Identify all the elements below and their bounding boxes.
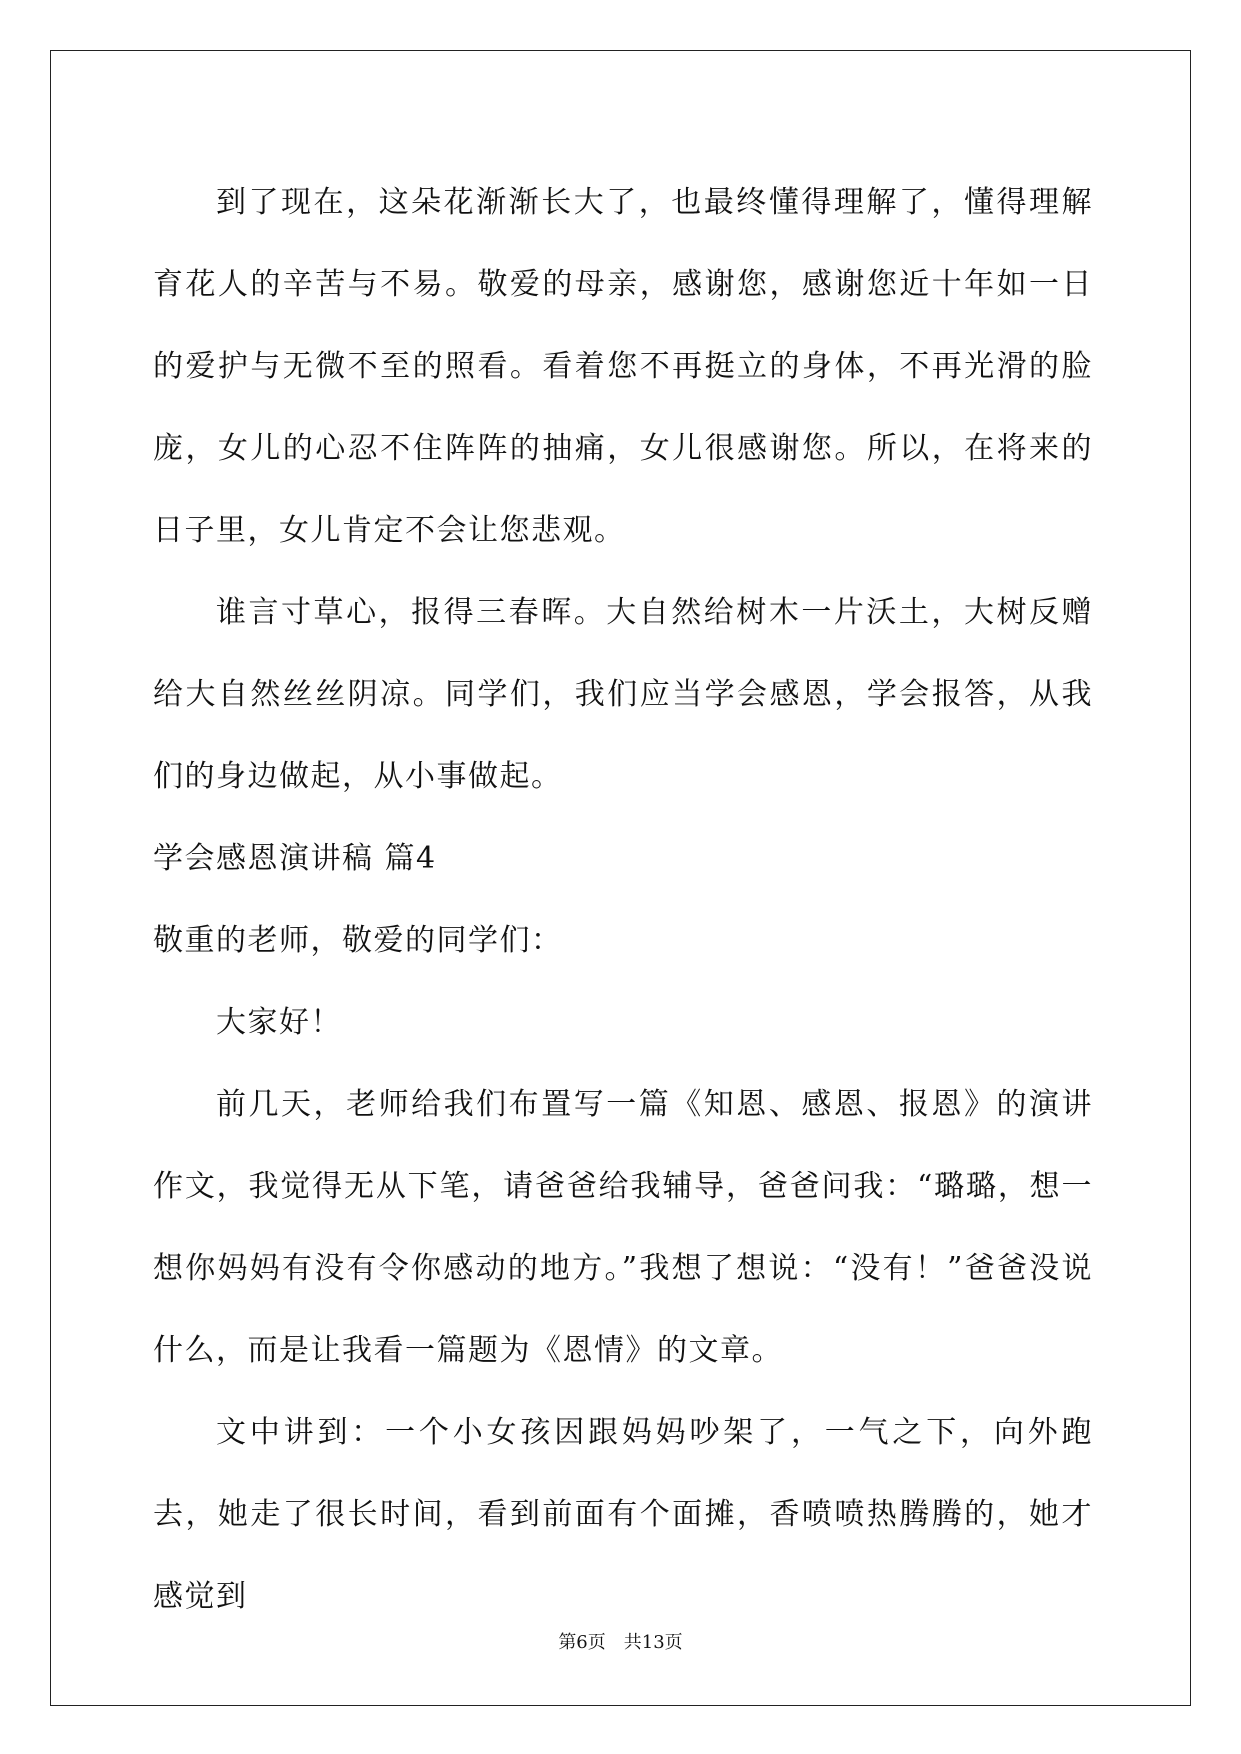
- document-body: [153, 162, 1093, 1638]
- section-heading: 学会感恩演讲稿 篇4: [153, 841, 437, 876]
- salutation: 敬重的老师，敬爱的同学们：: [153, 923, 563, 958]
- greeting: 大家好！: [216, 1005, 342, 1040]
- paragraph: 前几天，老师给我们布置写一篇《知恩、感恩、报恩》的演讲作文，我觉得无从下笔，请爸爸给我辅导，爸爸问我：“璐璐，想一想你妈妈有没有令你感动的地方。”我想了想说：“没有！”爸爸没说什么，而是让我看一篇题为《恩情》的文章。: [153, 1087, 1093, 1368]
- paragraph: 谁言寸草心，报得三春晖。大自然给树木一片沃土，大树反赠给大自然丝丝阴凉。同学们，我们应当学会感恩，学会报答，从我们的身边做起，从小事做起。: [153, 595, 1093, 794]
- paragraph: 文中讲到：一个小女孩因跟妈妈吵架了，一气之下，向外跑去，她走了很长时间，看到前面有个面摊，香喷喷热腾腾的，她才感觉到: [153, 1415, 1093, 1614]
- page-footer: 第6页 共13页: [558, 1632, 683, 1653]
- paragraph: 到了现在，这朵花渐渐长大了，也最终懂得理解了，懂得理解育花人的辛苦与不易。敬爱的母亲，感谢您，感谢您近十年如一日的爱护与无微不至的照看。看着您不再挺立的身体，不再光滑的脸庞，女儿的心忍不住阵阵的抽痛，女儿很感谢您。所以，在将来的日子里，女儿肯定不会让您悲观。: [153, 185, 1093, 548]
